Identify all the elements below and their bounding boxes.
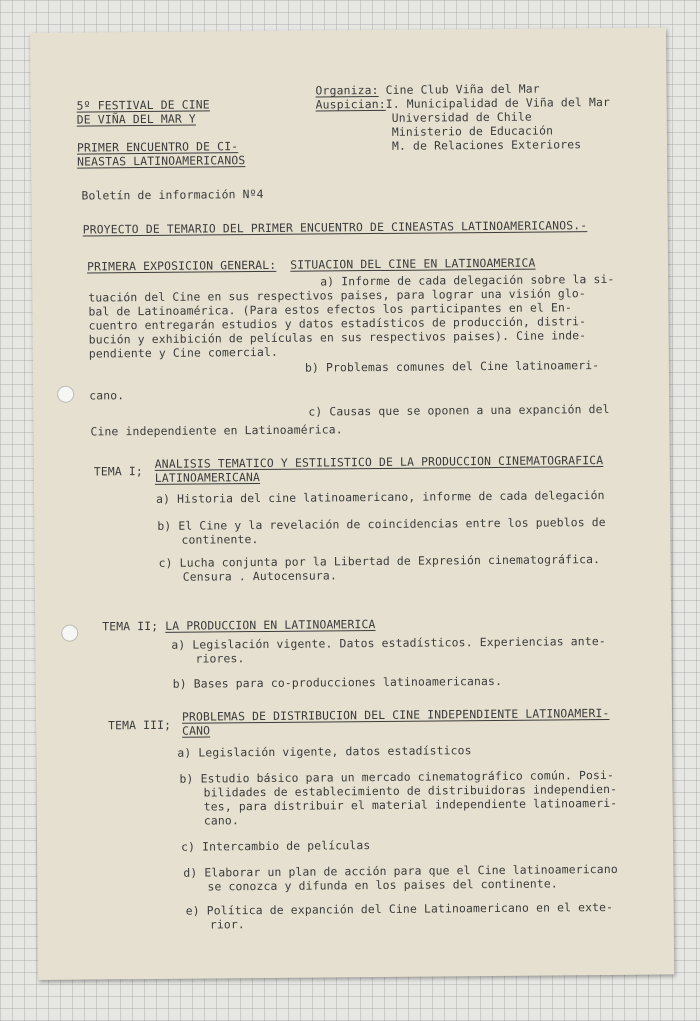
tema2-label: TEMA II;	[102, 618, 159, 634]
primera-a-line: tuación del Cine en sus respectivos paises, para lograr una visión glo-	[88, 286, 586, 305]
tema3-b-line-4: cano.	[203, 813, 239, 828]
tema3-d	[183, 862, 618, 894]
tema2-a-line-1: a) Legislación vigente. Datos estadísticos. Experiencias ante-	[171, 633, 606, 652]
tema1-c-line-1: c) Lucha conjunta por la Libertad de Expresión cinematográfica.	[158, 552, 601, 570]
primera-c-line-2: Cine independiente en Latinoamérica.	[90, 422, 343, 439]
tema3-c: c) Intercambio de películas	[181, 838, 371, 854]
organiza-label: Organiza:	[315, 82, 379, 98]
header-right	[315, 81, 610, 154]
tema3-e	[186, 900, 614, 932]
encuentro-line-1: PRIMER ENCUENTRO DE CI-	[76, 139, 239, 155]
tema3-b-line-1: b) Estudio básico para un mercado cinematográfico común. Posi-	[179, 767, 615, 786]
tema1-c-line-2: Censura . Autocensura.	[182, 568, 337, 584]
tema3-b-line-3: tes, para distribuir el material independiente latinoameri-	[203, 795, 618, 814]
primera-a-line: a) Informe de cada delegación sobre la si-	[320, 271, 615, 289]
tema3-b	[179, 768, 617, 828]
boletin-line: Boletín de información Nº4	[81, 186, 264, 203]
punch-hole-top	[57, 386, 74, 403]
tema3-e-line-2: rior.	[209, 917, 245, 932]
primera-b-line-1: b) Problemas comunes del Cine latinoameri-	[304, 358, 600, 375]
tema1-title-line-1: ANALISIS TEMATICO Y ESTILISTICO DE LA PRODUCCION CINEMATOGRAFICA	[154, 453, 604, 471]
auspician-label: Auspician:	[315, 96, 386, 112]
organiza-value: Cine Club Viña del Mar	[385, 81, 540, 97]
encuentro-line-2: NEASTAS LATINOAMERICANOS	[77, 153, 246, 169]
primera-a-line: bución y exhibición de películas en sus respectivos paises). Cine inde-	[88, 328, 587, 347]
tema1-a: a) Historia del cine latinoamericano, informe de cada delegación	[156, 488, 605, 506]
primera-a-line: cuentro entregarán estudios y datos estadísticos de producción, distri-	[88, 314, 587, 333]
tema2-a	[171, 634, 606, 666]
primera-heading	[87, 256, 536, 274]
tema1-title	[155, 453, 604, 485]
tema2-a-line-2: riores.	[195, 651, 245, 666]
auspician-1: I. Municipalidad de Viña del Mar	[385, 94, 611, 111]
auspician-2: Universidad de Chile	[391, 109, 532, 125]
tema3-e-line-1: e) Política de expanción del Cine Latinoamericano en el exte-	[185, 899, 614, 918]
tema3-a: a) Legislación vigente, datos estadísticos	[177, 743, 472, 760]
primera-b-line-2: cano.	[89, 388, 125, 403]
tema2-title: LA PRODUCCION EN LATINOAMERICA	[165, 617, 376, 633]
primera-label: PRIMERA EXPOSICION GENERAL:	[86, 257, 277, 274]
festival-line-2: DE VIÑA DEL MAR Y	[76, 111, 196, 127]
festival-line-1: 5º FESTIVAL DE CINE	[76, 97, 210, 113]
tema3-label: TEMA III;	[107, 717, 172, 733]
primera-a-line: pendiente y Cine comercial.	[88, 344, 279, 361]
tema3-d-line-2: se conozca y difunda en los paises del continente.	[207, 876, 558, 894]
tema3-d-line-1: d) Elaborar un plan de acción para que el Cine latinoamericano	[183, 861, 618, 880]
tema2-heading	[102, 617, 375, 633]
auspician-3: Ministerio de Educación	[391, 123, 554, 139]
tema1-b-line-2: continente.	[181, 532, 259, 547]
tema3-title-line-2: CANO	[182, 723, 211, 738]
document-page	[30, 27, 674, 980]
tema3-title	[182, 706, 610, 738]
tema1-label: TEMA I;	[93, 464, 143, 479]
auspician-4: M. de Relaciones Exteriores	[391, 137, 582, 153]
primera-a	[88, 272, 615, 361]
tema1-b-line-1: b) El Cine y la revelación de coincidencias entre los pueblos de	[157, 514, 606, 533]
tema3-b-line-2: bilidades de establecimiento de distribuidoras independien-	[203, 781, 618, 800]
primera-c-line-1: c) Causas que se oponen a una expanción del	[308, 401, 610, 419]
primera-title: SITUACION DEL CINE EN LATINOAMERICA	[290, 255, 536, 272]
tema1-c	[159, 552, 601, 584]
tema3-title-line-1: PROBLEMAS DE DISTRIBUCION DEL CINE INDEPENDIENTE LATINOAMERI-	[181, 705, 610, 724]
tema1-title-line-2: LATINOAMERICANA	[154, 470, 261, 485]
tema2-b: b) Bases para co-producciones latinoamericanas.	[172, 673, 503, 691]
primera-a-line: bal de Latinoamérica. (Para estos efectos los participantes en el En-	[88, 300, 573, 319]
proyecto-title: PROYECTO DE TEMARIO DEL PRIMER ENCUENTRO DE CINEASTAS LATINOAMERICANOS.-	[82, 218, 588, 237]
header-left	[77, 97, 246, 168]
tema1-b	[157, 515, 606, 547]
punch-hole-bottom	[61, 625, 78, 642]
